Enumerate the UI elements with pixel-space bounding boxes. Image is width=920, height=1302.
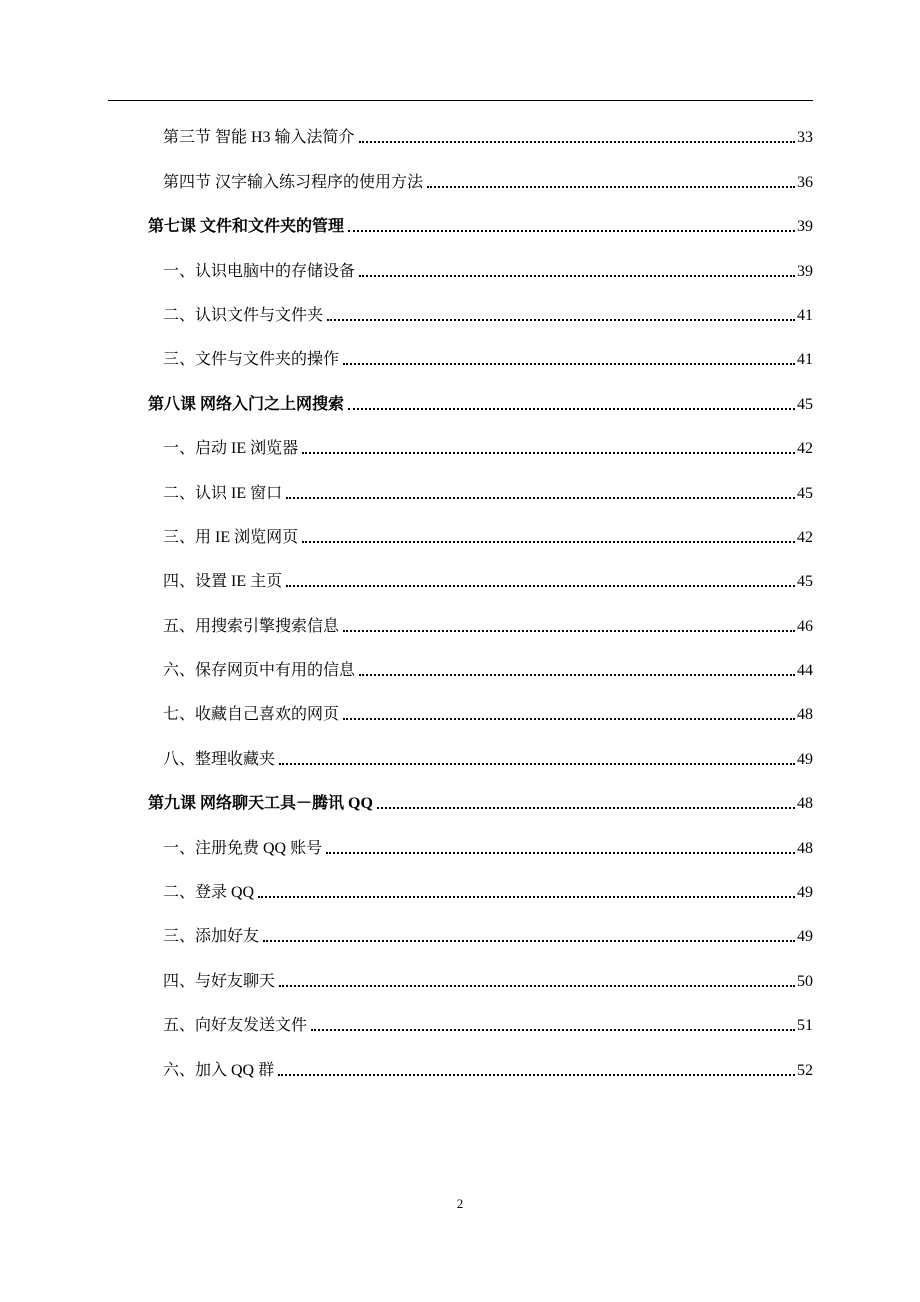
- toc-entry-page: 48: [797, 706, 813, 724]
- toc-entry-title: 六、加入 QQ 群: [163, 1061, 275, 1079]
- toc-entry-page: 49: [797, 750, 813, 768]
- toc-entry-page: 44: [797, 662, 813, 680]
- toc-dot-leader: [348, 408, 795, 410]
- toc-entry-title: 一、认识电脑中的存储设备: [163, 262, 356, 280]
- toc-entry-title: 三、文件与文件夹的操作: [163, 351, 340, 369]
- toc-entry-page: 45: [797, 395, 813, 413]
- toc-dot-leader: [279, 985, 795, 987]
- toc-entry-title: 五、用搜索引擎搜索信息: [163, 617, 340, 635]
- toc-section-entry[interactable]: [108, 508, 813, 552]
- table-of-contents: [108, 108, 813, 1085]
- page-number: 2: [456, 1196, 464, 1211]
- toc-section-entry[interactable]: [108, 1040, 813, 1084]
- toc-dot-leader: [302, 452, 795, 454]
- toc-section-entry[interactable]: [108, 463, 813, 507]
- toc-dot-leader: [427, 186, 795, 188]
- toc-section-entry[interactable]: [108, 641, 813, 685]
- toc-section-entry[interactable]: [108, 330, 813, 374]
- toc-entry-title: 二、登录 QQ: [163, 884, 255, 902]
- toc-section-entry[interactable]: [108, 552, 813, 596]
- toc-entry-page: 45: [797, 573, 813, 591]
- toc-section-entry[interactable]: [108, 729, 813, 773]
- toc-entry-page: 39: [797, 218, 813, 236]
- toc-section-entry[interactable]: [108, 286, 813, 330]
- toc-entry-page: 45: [797, 484, 813, 502]
- toc-entry-title: 第三节 智能 H3 输入法简介: [163, 129, 355, 147]
- toc-entry-title: 二、认识 IE 窗口: [163, 484, 283, 502]
- toc-dot-leader: [286, 585, 795, 587]
- toc-lesson-entry[interactable]: [108, 774, 813, 818]
- header-rule: [108, 100, 813, 101]
- toc-section-entry[interactable]: [108, 419, 813, 463]
- toc-entry-page: 36: [797, 173, 813, 191]
- toc-dot-leader: [311, 1029, 795, 1031]
- toc-section-entry[interactable]: [108, 951, 813, 995]
- toc-entry-page: 41: [797, 306, 813, 324]
- toc-entry-page: 50: [797, 972, 813, 990]
- toc-entry-title: 第四节 汉字输入练习程序的使用方法: [163, 173, 424, 191]
- toc-dot-leader: [263, 940, 795, 942]
- toc-dot-leader: [302, 541, 795, 543]
- toc-entry-title: 三、用 IE 浏览网页: [163, 528, 299, 546]
- toc-entry-title: 五、向好友发送文件: [163, 1017, 308, 1035]
- toc-entry-title: 四、设置 IE 主页: [163, 573, 283, 591]
- toc-entry-page: 39: [797, 262, 813, 280]
- toc-entry-title: 八、整理收藏夹: [163, 750, 276, 768]
- toc-section-entry[interactable]: [108, 907, 813, 951]
- toc-entry-title: 第九课 网络聊天工具－腾讯 QQ: [148, 795, 373, 813]
- toc-section-entry[interactable]: [108, 108, 813, 152]
- toc-lesson-entry[interactable]: [108, 197, 813, 241]
- toc-section-entry[interactable]: [108, 818, 813, 862]
- toc-dot-leader: [279, 763, 795, 765]
- toc-dot-leader: [377, 807, 795, 809]
- toc-dot-leader: [327, 319, 795, 321]
- toc-entry-title: 一、注册免费 QQ 账号: [163, 839, 323, 857]
- toc-entry-title: 二、认识文件与文件夹: [163, 306, 324, 324]
- toc-entry-page: 49: [797, 884, 813, 902]
- toc-entry-title: 第八课 网络入门之上网搜索: [148, 395, 345, 413]
- toc-entry-page: 41: [797, 351, 813, 369]
- toc-dot-leader: [348, 230, 795, 232]
- toc-section-entry[interactable]: [108, 996, 813, 1040]
- toc-entry-page: 48: [797, 839, 813, 857]
- toc-entry-title: 四、与好友聊天: [163, 972, 276, 990]
- toc-dot-leader: [258, 896, 795, 898]
- toc-dot-leader: [343, 718, 795, 720]
- toc-entry-page: 33: [797, 129, 813, 147]
- toc-entry-page: 46: [797, 617, 813, 635]
- toc-dot-leader: [359, 275, 795, 277]
- toc-entry-page: 42: [797, 528, 813, 546]
- toc-entry-page: 48: [797, 795, 813, 813]
- toc-entry-page: 49: [797, 928, 813, 946]
- toc-dot-leader: [343, 363, 795, 365]
- toc-lesson-entry[interactable]: [108, 374, 813, 418]
- toc-dot-leader: [359, 141, 795, 143]
- toc-entry-title: 一、启动 IE 浏览器: [163, 440, 299, 458]
- toc-entry-title: 七、收藏自己喜欢的网页: [163, 706, 340, 724]
- toc-entry-page: 42: [797, 440, 813, 458]
- toc-section-entry[interactable]: [108, 152, 813, 196]
- toc-dot-leader: [343, 630, 795, 632]
- toc-section-entry[interactable]: [108, 596, 813, 640]
- toc-entry-page: 52: [797, 1061, 813, 1079]
- toc-entry-title: 第七课 文件和文件夹的管理: [148, 218, 345, 236]
- toc-section-entry[interactable]: [108, 685, 813, 729]
- toc-entry-page: 51: [797, 1017, 813, 1035]
- toc-entry-title: 三、添加好友: [163, 928, 260, 946]
- toc-section-entry[interactable]: [108, 863, 813, 907]
- toc-dot-leader: [326, 852, 795, 854]
- toc-dot-leader: [286, 497, 795, 499]
- toc-entry-title: 六、保存网页中有用的信息: [163, 662, 356, 680]
- toc-dot-leader: [278, 1074, 795, 1076]
- toc-dot-leader: [359, 674, 795, 676]
- toc-section-entry[interactable]: [108, 241, 813, 285]
